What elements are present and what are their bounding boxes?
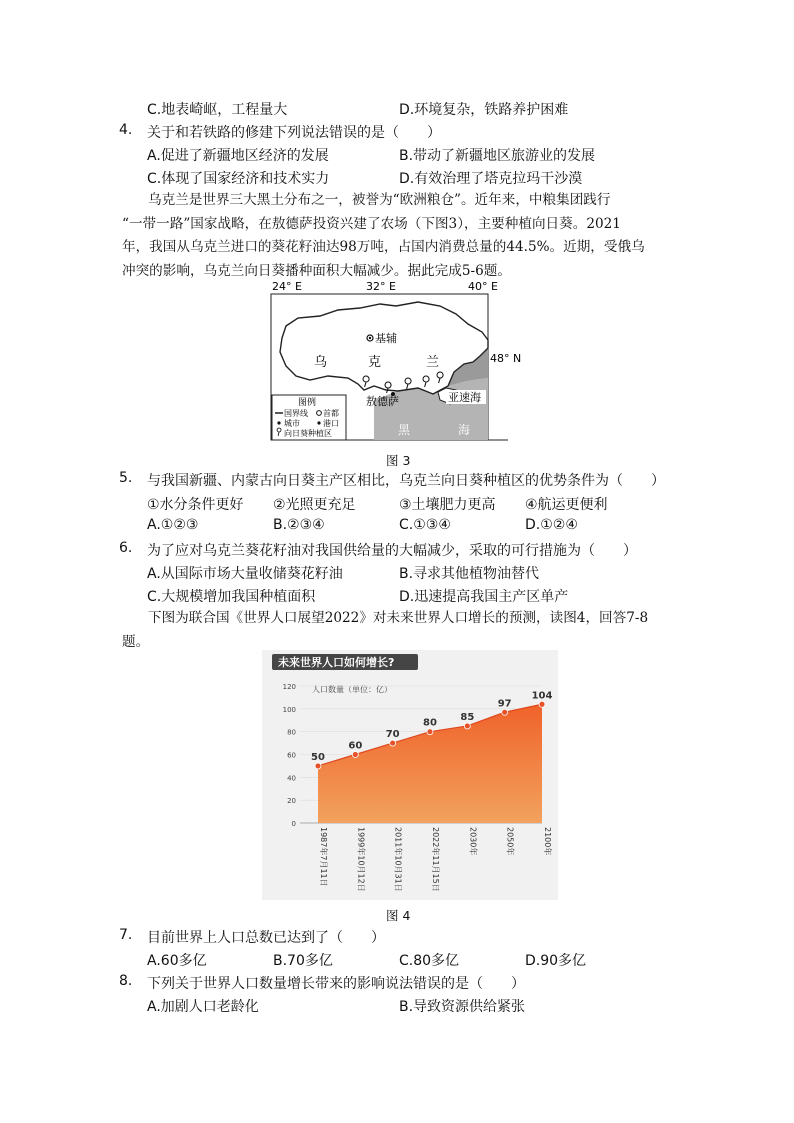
population-chart — [262, 650, 558, 900]
q5-option-c: C.①③④ — [399, 517, 451, 533]
capital-marker-dot — [369, 337, 371, 339]
capital-label: 基辅 — [375, 332, 397, 345]
q3-option-d: D.环境复杂，铁路养护困难 — [399, 102, 569, 118]
passage-line: “一带一路”国家战略，在敖德萨投资兴建了农场（下图3），主要种植向日葵。2021 — [122, 215, 621, 232]
q7-stem: 目前世界上人口总数已达到了（ ） — [147, 930, 385, 946]
legend-port-symbol — [317, 421, 320, 424]
x-tick-label: 1987年7月11日 — [319, 827, 328, 887]
q5-statement-2: ②光照更充足 — [273, 497, 356, 513]
map-lon-label: 40° E — [468, 280, 498, 293]
data-label: 80 — [423, 717, 437, 729]
data-label: 85 — [460, 711, 475, 723]
q6-option-a: A.从国际市场大量收储葵花籽油 — [147, 566, 343, 582]
q8-stem: 下列关于世界人口数量增长带来的影响说法错误的是（ ） — [147, 976, 525, 992]
q7-option-b: B.70多亿 — [273, 953, 333, 969]
legend-label: 港口 — [323, 419, 339, 428]
passage-line: 年，我国从乌克兰进口的葵花籽油达98万吨，占国内消费总量的44.5%。近期，受俄乌 — [122, 239, 645, 255]
data-label: 70 — [385, 729, 400, 741]
x-tick-label: 2030年 — [468, 827, 478, 856]
q6-option-c: C.大规模增加我国种植面积 — [147, 589, 316, 605]
y-tick-label: 80 — [287, 728, 296, 737]
legend-label: 首都 — [323, 409, 339, 418]
passage-line: 冲突的影响，乌克兰向日葵播种面积大幅减少。据此完成5-6题。 — [122, 262, 511, 279]
figure-4-caption: 图 4 — [386, 908, 411, 923]
q6-option-d: D.迅速提高我国主产区单产 — [399, 589, 569, 605]
q6-number: 6. — [119, 540, 133, 556]
q4-option-c: C.体现了国家经济和技术实力 — [147, 171, 330, 187]
map-lon-label: 24° E — [272, 280, 302, 293]
q7-number: 7. — [119, 927, 133, 943]
country-label: 兰 — [426, 355, 440, 370]
passage-population — [122, 607, 674, 654]
q4-option-a: A.促进了新疆地区经济的发展 — [147, 148, 329, 164]
passage-line: 下图为联合国《世界人口展望2022》对未来世界人口增长的预测，读图4，回答7-8 — [148, 610, 649, 626]
sea-label: 海 — [458, 423, 471, 437]
q8-number: 8. — [119, 973, 133, 989]
map-lat-label: 48° N — [490, 352, 522, 365]
data-label: 97 — [497, 698, 512, 710]
q5-option-b: B.②③④ — [273, 517, 325, 533]
passage-line: 题。 — [122, 633, 150, 650]
data-label: 104 — [531, 690, 553, 702]
data-label: 60 — [348, 740, 363, 752]
q5-statement-1: ①水分条件更好 — [147, 497, 244, 513]
q8-option-b: B.导致资源供给紧张 — [399, 999, 526, 1015]
q7-option-a: A.60多亿 — [147, 953, 207, 969]
map-lon-label: 32° E — [366, 280, 396, 293]
data-point — [352, 752, 358, 758]
q5-statement-4: ④航运更便利 — [525, 497, 608, 513]
data-point — [464, 723, 470, 729]
q4-option-b: B.带动了新疆地区旅游业的发展 — [399, 148, 596, 164]
q5-option-d: D.①②④ — [525, 517, 578, 533]
sea-label: 亚速海 — [448, 391, 481, 404]
legend-title: 图例 — [298, 398, 317, 408]
figure-3-caption: 图 3 — [386, 453, 411, 468]
country-label: 克 — [368, 355, 382, 370]
y-tick-label: 0 — [291, 820, 296, 828]
data-label: 50 — [311, 751, 325, 763]
y-tick-label: 60 — [287, 751, 296, 760]
q7-option-c: C.80多亿 — [399, 953, 460, 969]
q3-option-c: C.地表崎岖，工程量大 — [147, 102, 288, 118]
q5-option-a: A.①②③ — [147, 517, 199, 533]
q5-statement-3: ③土壤肥力更高 — [399, 497, 496, 513]
data-point — [427, 729, 433, 735]
passage-line: 乌克兰是世界三大黑土分布之一，被誉为“欧洲粮仓”。近年来，中粮集团践行 — [148, 192, 611, 208]
y-tick-label: 120 — [282, 683, 296, 691]
q4-number: 4. — [119, 122, 133, 138]
port-label: 敖德萨 — [366, 395, 399, 408]
x-tick-label: 2100年 — [543, 827, 552, 856]
data-point — [502, 709, 508, 715]
x-tick-label: 2022年11月15日 — [431, 827, 440, 892]
q4-stem: 关于和若铁路的修建下列说法错误的是（ ） — [147, 125, 441, 141]
chart-ylabel: 人口数量（单位：亿） — [312, 685, 392, 694]
y-tick-label: 100 — [282, 705, 296, 714]
legend-capital-symbol — [317, 411, 322, 416]
x-tick-label: 2011年10月31日 — [393, 827, 403, 892]
data-point — [390, 740, 396, 746]
passage-ukraine — [122, 189, 674, 283]
q6-option-b: B.寻求其他植物油替代 — [399, 566, 540, 582]
y-tick-label: 40 — [287, 774, 296, 783]
x-tick-label: 2050年 — [505, 827, 515, 856]
legend-city-symbol — [277, 421, 280, 424]
legend-label: 城市 — [284, 419, 300, 428]
x-tick-label: 1999年10月12日 — [356, 827, 366, 892]
q7-option-d: D.90多亿 — [525, 953, 587, 969]
q5-number: 5. — [119, 470, 133, 486]
ukraine-map — [268, 278, 522, 446]
q8-option-a: A.加剧人口老龄化 — [147, 999, 259, 1015]
y-tick-label: 20 — [287, 797, 296, 806]
data-point — [315, 763, 321, 769]
sea-label: 黑 — [398, 423, 411, 437]
chart-title: 未来世界人口如何增长? — [278, 656, 395, 669]
q4-option-d: D.有效治理了塔克拉玛干沙漠 — [399, 171, 583, 187]
country-label: 乌 — [314, 355, 328, 370]
data-point — [539, 701, 545, 707]
legend-label: 国界线 — [284, 409, 308, 418]
q5-stem: 与我国新疆、内蒙古向日葵主产区相比，乌克兰向日葵种植区的优势条件为（ ） — [147, 473, 665, 489]
legend-label: 向日葵种植区 — [284, 429, 332, 438]
q6-stem: 为了应对乌克兰葵花籽油对我国供给量的大幅减少，采取的可行措施为（ ） — [147, 543, 637, 559]
